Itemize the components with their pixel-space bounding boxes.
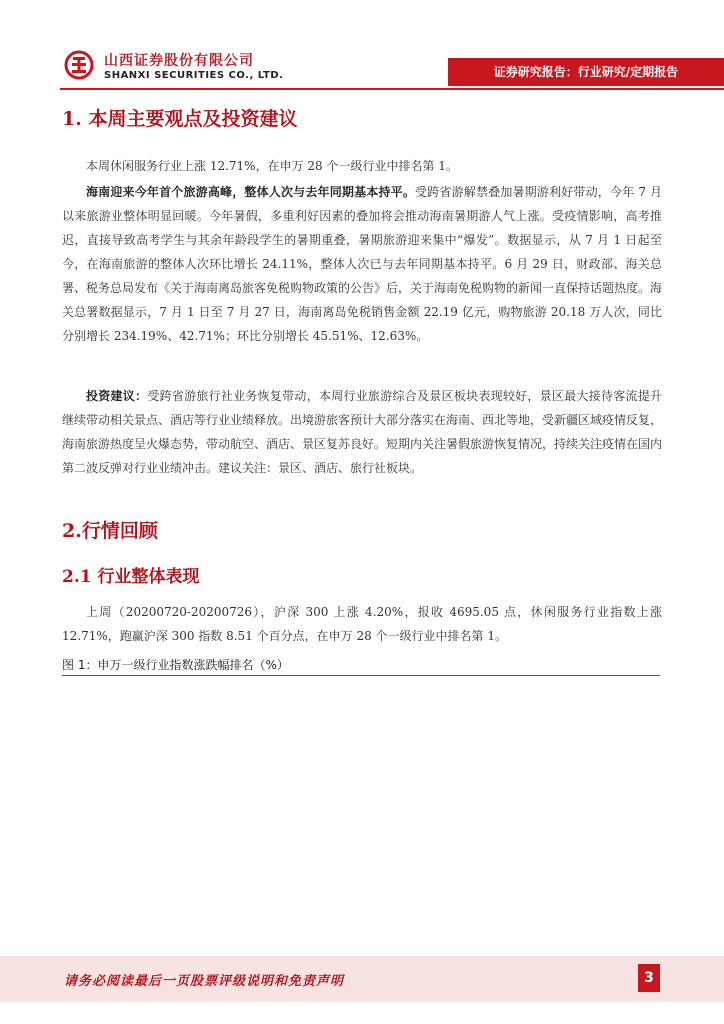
- paragraph-2-lead: 海南迎来今年首个旅游高峰，整体人次与去年同期基本持平。: [86, 185, 416, 199]
- section-1-paragraph-1: 本周休闲服务行业上涨 12.71%，在申万 28 个一级行业中排名第 1。: [86, 159, 458, 173]
- section-1-title: 1. 本周主要观点及投资建议: [62, 108, 298, 130]
- figure-1-caption: 图 1：申万一级行业指数涨跌幅排名（%）: [62, 658, 289, 672]
- investment-advice-label: 投资建议：: [86, 389, 148, 403]
- brand-name-cn: 山西证券股份有限公司: [104, 53, 254, 69]
- investment-advice-body: 受跨省游旅行社业务恢复带动，本周行业旅游综合及景区板块表现较好，景区最大接待客流提升继续带动相关景点、酒店等行业业绩释放。出境游旅客预计大部分落实在海南、西北等地，受新疆区域疫情反复，海南旅游热度呈火爆态势，带动航空、酒店、景区复苏良好。短期内关注暑假旅游恢复情况，持续关注疫情在国内第二波反弹对行业业绩冲击。建议关注：景区、酒店、旅行社板块。: [62, 389, 663, 475]
- header-divider: [60, 88, 724, 90]
- company-logo-icon: [64, 50, 94, 80]
- section-2-1-title: 2.1 行业整体表现: [62, 567, 200, 587]
- section-1-paragraph-3: [62, 384, 662, 480]
- section-2-title: 2.行情回顾: [62, 520, 158, 542]
- page-header: [0, 0, 724, 96]
- section-1-paragraph-2: [62, 180, 662, 348]
- page-footer: [0, 956, 724, 1002]
- section-2-paragraph-1: 上周（20200720-20200726），沪深 300 上涨 4.20%，报收 4695.05 点，休闲服务行业指数上涨 12.71%，跑赢沪深 300 指数 8.51 个百分点，在申万 28 个一级行业中排名第 1。: [62, 605, 662, 643]
- disclaimer-note: 请务必阅读最后一页股票评级说明和免责声明: [64, 974, 345, 989]
- report-type-banner: 证券研究报告：行业研究/定期报告: [448, 58, 724, 86]
- page-number: 3: [638, 964, 660, 992]
- figure-1-divider: [62, 675, 660, 676]
- paragraph-2-body: 受跨省游解禁叠加暑期游利好带动，今年 7 月以来旅游业整体明显回暖。今年暑假，多重利好因素的叠加将会推动海南暑期游人气上涨。受疫情影响，高考推迟，直接导致高考学生与其余年龄段学生的暑期重叠，暑期旅游迎来集中“爆发”。数据显示，从 7 月 1 日起至今，在海南旅游的整体人次环比增长 24.11%，整体人次已与去年同期基本持平。6 月 29 日，财政部、海关总署、税务总局发布《关于海南离岛旅客免税购物政策的公告》后，关于海南免税购物的新闻一直保持话题热度。海关总署数据显示，7 月 1 日至 7 月 27 日，海南离岛免税销售金额 22.19 亿元，购物旅游 20.18 万人次，同比分别增长 234.19%、42.71%；环比分别增长 45.51%、12.63%。: [62, 185, 663, 343]
- brand-name-en: SHANXI SECURITIES CO., LTD.: [104, 70, 284, 81]
